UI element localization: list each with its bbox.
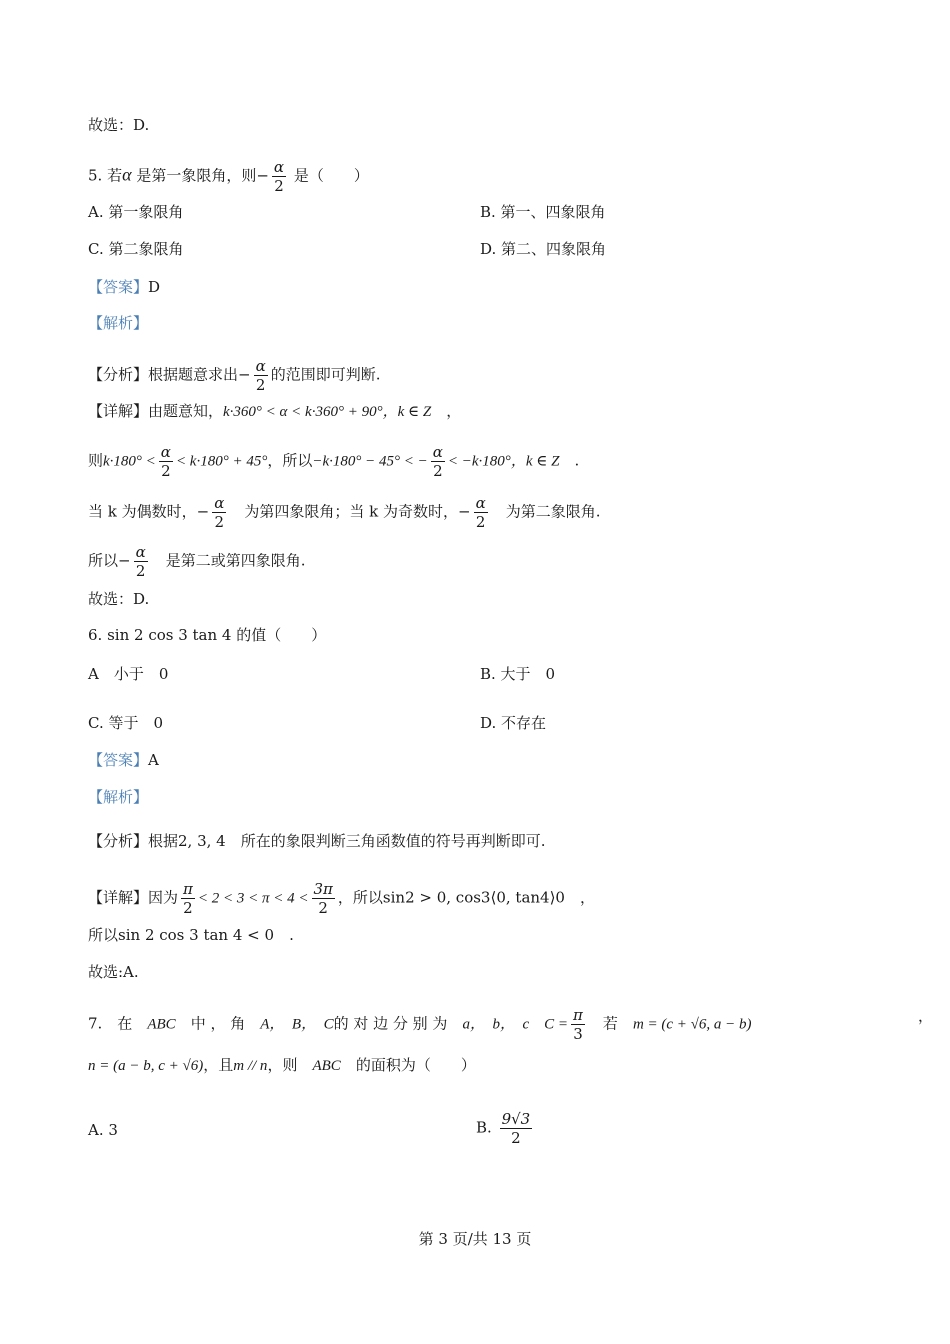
q5-option-c: C. 第二象限角 xyxy=(88,240,184,258)
q5-detail-2: 则k·180° < $\frac{\alpha}{2}$ < k·180° + 45°，所以−k·180° − 45° < − $\frac{\alpha}{2}$ < −k·180°，k ∈ Z . xyxy=(88,443,580,480)
q5-analysis-tag: 【解析】 xyxy=(88,314,149,332)
q4-conclusion: 故选：D. xyxy=(88,116,150,134)
q5-stem: 5. 若α 是第一象限角，则− $\frac{\alpha}{2}$ 是（ ） xyxy=(88,158,369,195)
q5-conclusion: 故选：D. xyxy=(88,590,150,608)
q6-conclusion: 故选:A. xyxy=(88,963,139,981)
q6-analysis-tag: 【解析】 xyxy=(88,788,149,806)
q5-answer: 【答案】D xyxy=(88,278,161,296)
q6-fenxi: 【分析】根据2, 3, 4 所在的象限判断三角函数值的符号再判断即可. xyxy=(88,832,546,850)
q7-option-b: B. $\frac{9√3}{2}$ xyxy=(476,1110,531,1147)
q6-detail-2: 所以sin 2 cos 3 tan 4 < 0 . xyxy=(88,926,294,944)
q6-option-b: B. 大于 0 xyxy=(480,665,556,683)
q6-detail-1: 【详解】因为 $\frac{\pi}{2}$ < 2 < 3 < π < 4 < $\frac{3\pi}{2}$ ，所以sin2 > 0, cos3⟨0, tan4⟩0 ， xyxy=(88,880,596,917)
q5-option-b: B. 第一、四象限角 xyxy=(480,203,606,221)
q6-option-a: A 小于 0 xyxy=(88,665,169,683)
q6-option-c: C. 等于 0 xyxy=(88,714,164,732)
q5-detail-1: 【详解】由题意知，k·360° < α < k·360° + 90°，k ∈ Z ， xyxy=(88,402,462,420)
q5-fenxi: 【分析】根据题意求出− $\frac{\alpha}{2}$ 的范围即可判断. xyxy=(88,357,381,394)
q6-option-d: D. 不存在 xyxy=(480,714,547,732)
q7-stem-comma: ， xyxy=(918,1007,934,1025)
q5-detail-4: 所以− $\frac{\alpha}{2}$ 是第二或第四象限角. xyxy=(88,543,306,580)
q6-answer: 【答案】A xyxy=(88,751,159,769)
q6-stem: 6. sin 2 cos 3 tan 4 的值（ ） xyxy=(88,626,327,644)
page-footer: 第 3 页/共 13 页 xyxy=(418,1230,532,1248)
q7-stem-2: n = (a − b, c + √6)，且m // n，则 ABC 的面积为（ ） xyxy=(88,1056,476,1074)
q5-option-d: D. 第二、四象限角 xyxy=(480,240,607,258)
q7-option-a: A. 3 xyxy=(88,1121,118,1139)
q5-detail-3: 当 k 为偶数时，− $\frac{\alpha}{2}$ 为第四象限角；当 k 为奇数时，− $\frac{\alpha}{2}$ 为第二象限角. xyxy=(88,494,601,531)
q5-option-a: A. 第一象限角 xyxy=(88,203,184,221)
q7-stem-1: 7. 在 ABC 中 ， 角 A， B， C的 对 边 分 别 为 a， b， c C = $\frac{\pi}{3}$ 若 m = (c + √6, a − b) xyxy=(88,1006,752,1043)
